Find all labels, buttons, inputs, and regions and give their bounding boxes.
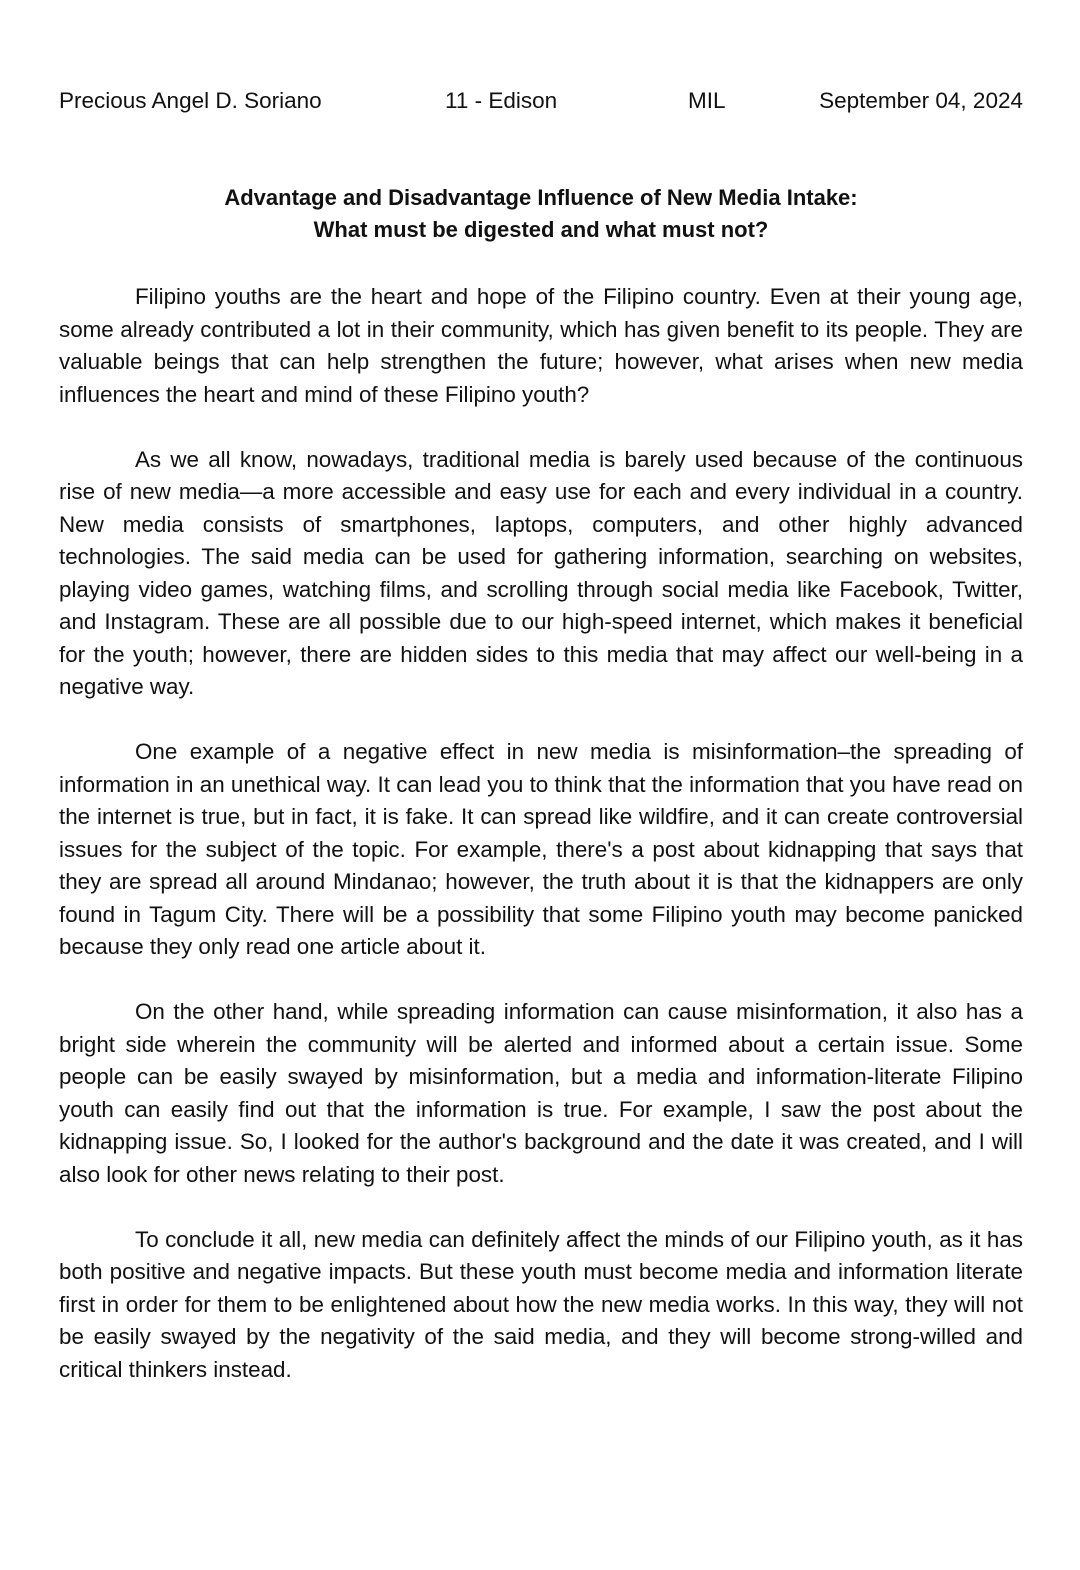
essay-body	[59, 281, 1023, 1419]
title-line-2: What must be digested and what must not?	[313, 217, 769, 242]
paragraph-1: Filipino youths are the heart and hope of the Filipino country. Even at their young age, some already contributed a lot in their community, which has given benefit to its people. They are valuable beings that can help strengthen the future; however, what arises when new media influences the heart and mind of these Filipino youth?	[59, 284, 1023, 407]
title-line-1: Advantage and Disadvantage Influence of New Media Intake:	[224, 185, 858, 210]
student-name: Precious Angel D. Soriano	[59, 88, 322, 113]
subject: MIL	[688, 88, 726, 113]
paragraph-2: As we all know, nowadays, traditional media is barely used because of the continuous rise of new media—a more accessible and easy use for each and every individual in a country. New media consists of smartphones, laptops, computers, and other highly advanced technologies. The said media can be used for gathering information, searching on websites, playing video games, watching films, and scrolling through social media like Facebook, Twitter, and Instagram. These are all possible due to our high-speed internet, which makes it beneficial for the youth; however, there are hidden sides to this media that may affect our well-being in a negative way.	[59, 446, 1023, 699]
document-header	[59, 86, 1023, 116]
paragraph-5: To conclude it all, new media can definitely affect the minds of our Filipino youth, as it has both positive and negative impacts. But these youth must become media and information literate first in order for them to be enlightened about how the new media works. In this way, they will not be easily swayed by the negativity of the said media, and they will become strong-willed and critical thinkers instead.	[59, 1226, 1023, 1382]
date: September 04, 2024	[819, 88, 1023, 113]
grade-section: 11 - Edison	[445, 88, 558, 113]
paragraph-3: One example of a negative effect in new media is misinformation–the spreading of information in an unethical way. It can lead you to think that the information that you have read on the internet is true, but in fact, it is fake. It can spread like wildfire, and it can create controversial issues for the subject of the topic. For example, there's a post about kidnapping that says that they are spread all around Mindanao; however, the truth about it is that the kidnappers are only found in Tagum City. There will be a possibility that some Filipino youth may become panicked because they only read one article about it.	[59, 739, 1023, 959]
essay-title	[59, 182, 1023, 246]
paragraph-4: On the other hand, while spreading information can cause misinformation, it also has a bright side wherein the community will be alerted and informed about a certain issue. Some people can be easily swayed by misinformation, but a media and information-literate Filipino youth can easily find out that the information is true. For example, I saw the post about the kidnapping issue. So, I looked for the author's background and the date it was created, and I will also look for other news relating to their post.	[59, 999, 1023, 1187]
